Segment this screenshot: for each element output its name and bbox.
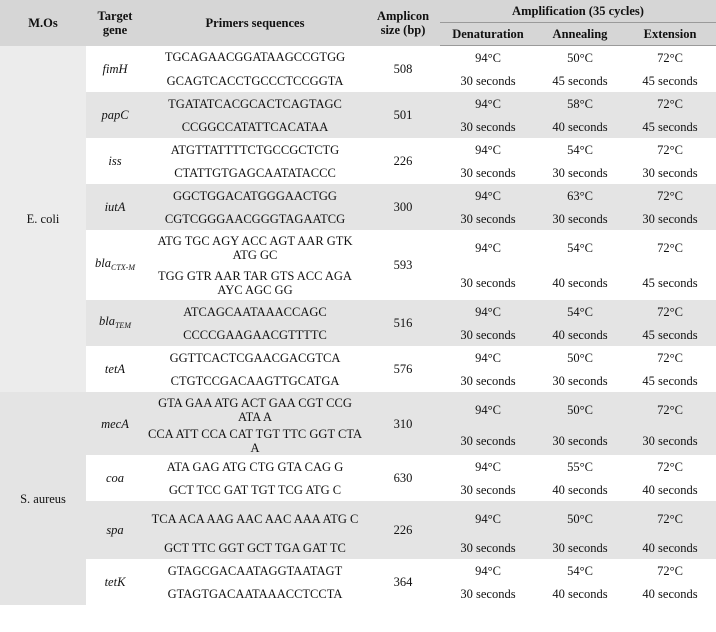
header-primers: Primers sequences (144, 0, 366, 46)
amplicon-size: 508 (366, 46, 440, 93)
gene-name (86, 501, 144, 559)
denaturation-time: 30 seconds (440, 427, 536, 455)
gene-name (86, 392, 144, 455)
annealing-time: 30 seconds (536, 207, 624, 230)
amplicon-size: 226 (366, 501, 440, 559)
table-row (0, 184, 716, 207)
header-extension: Extension (624, 23, 716, 46)
denaturation-time: 30 seconds (440, 161, 536, 184)
denaturation-temp: 94°C (440, 92, 536, 115)
primer-forward: TGATATCACGCACTCAGTAGC (144, 92, 366, 115)
annealing-time: 40 seconds (536, 478, 624, 501)
primer-forward: ATCAGCAATAAACCAGC (144, 300, 366, 323)
extension-temp: 72°C (624, 92, 716, 115)
table-row (0, 300, 716, 323)
primer-reverse: CCA ATT CCA CAT TGT TTC GGT CTA A (144, 427, 366, 455)
annealing-temp: 55°C (536, 455, 624, 478)
denaturation-time: 30 seconds (440, 207, 536, 230)
header-annealing: Annealing (536, 23, 624, 46)
extension-time: 30 seconds (624, 161, 716, 184)
gene-name (86, 230, 144, 300)
annealing-temp: 54°C (536, 230, 624, 265)
primer-reverse: CTATTGTGAGCAATATACCC (144, 161, 366, 184)
extension-time: 45 seconds (624, 69, 716, 92)
amplicon-size: 501 (366, 92, 440, 138)
primer-reverse: GCT TCC GAT TGT TCG ATG C (144, 478, 366, 501)
extension-time: 45 seconds (624, 369, 716, 392)
gene-label: mecA (101, 416, 129, 431)
primer-forward: TCA ACA AAG AAC AAC AAA ATG C (144, 501, 366, 536)
primer-reverse: CCGGCCATATTCACATAA (144, 115, 366, 138)
denaturation-time: 30 seconds (440, 536, 536, 559)
annealing-time: 30 seconds (536, 536, 624, 559)
table-row (0, 230, 716, 265)
organism-saureus: S. aureus (0, 392, 86, 605)
table-header (0, 0, 716, 46)
amplicon-size: 300 (366, 184, 440, 230)
table-row (0, 346, 716, 369)
primer-forward: ATG TGC AGY ACC AGT AAR GTK ATG GC (144, 230, 366, 265)
gene-name (86, 92, 144, 138)
denaturation-time: 30 seconds (440, 369, 536, 392)
denaturation-time: 30 seconds (440, 265, 536, 300)
extension-temp: 72°C (624, 230, 716, 265)
gene-name (86, 46, 144, 93)
extension-time: 45 seconds (624, 265, 716, 300)
gene-label: spa (106, 523, 124, 537)
table-row (0, 455, 716, 478)
extension-temp: 72°C (624, 346, 716, 369)
amplicon-size: 630 (366, 455, 440, 501)
extension-temp: 72°C (624, 501, 716, 536)
extension-time: 30 seconds (624, 427, 716, 455)
extension-temp: 72°C (624, 184, 716, 207)
extension-temp: 72°C (624, 300, 716, 323)
table-row (0, 392, 716, 427)
primer-forward: TGCAGAACGGATAAGCCGTGG (144, 46, 366, 70)
extension-temp: 72°C (624, 46, 716, 70)
denaturation-temp: 94°C (440, 184, 536, 207)
annealing-temp: 50°C (536, 346, 624, 369)
primer-reverse: CTGTCCGACAAGTTGCATGA (144, 369, 366, 392)
annealing-temp: 54°C (536, 138, 624, 161)
header-denaturation: Denaturation (440, 23, 536, 46)
primer-forward: GTAGCGACAATAGGTAATAGT (144, 559, 366, 582)
annealing-time: 30 seconds (536, 369, 624, 392)
primer-reverse: GCT TTC GGT GCT TGA GAT TC (144, 536, 366, 559)
amplicon-size: 364 (366, 559, 440, 605)
extension-temp: 72°C (624, 392, 716, 427)
table-row (0, 501, 716, 536)
annealing-temp: 54°C (536, 559, 624, 582)
denaturation-temp: 94°C (440, 392, 536, 427)
annealing-temp: 50°C (536, 46, 624, 70)
annealing-time: 30 seconds (536, 427, 624, 455)
denaturation-time: 30 seconds (440, 69, 536, 92)
extension-time: 45 seconds (624, 115, 716, 138)
denaturation-temp: 94°C (440, 230, 536, 265)
annealing-time: 45 seconds (536, 69, 624, 92)
primer-forward: ATA GAG ATG CTG GTA CAG G (144, 455, 366, 478)
gene-name (86, 346, 144, 392)
gene-name (86, 138, 144, 184)
annealing-temp: 50°C (536, 501, 624, 536)
primer-forward: GGTTCACTCGAACGACGTCA (144, 346, 366, 369)
denaturation-temp: 94°C (440, 455, 536, 478)
annealing-time: 40 seconds (536, 323, 624, 346)
gene-label: iss (108, 154, 122, 168)
annealing-time: 40 seconds (536, 265, 624, 300)
extension-time: 40 seconds (624, 582, 716, 605)
primer-reverse: GTAGTGACAATAAACCTCCTA (144, 582, 366, 605)
organism-ecoli: E. coli (0, 46, 86, 393)
amplicon-size: 310 (366, 392, 440, 455)
primer-forward: GTA GAA ATG ACT GAA CGT CCG ATA A (144, 392, 366, 427)
gene-name (86, 184, 144, 230)
denaturation-temp: 94°C (440, 501, 536, 536)
primer-forward: ATGTTATTTTCTGCCGCTCTG (144, 138, 366, 161)
table-body (0, 46, 716, 606)
primer-reverse: CCCCGAAGAACGTTTTC (144, 323, 366, 346)
extension-time: 30 seconds (624, 207, 716, 230)
denaturation-time: 30 seconds (440, 323, 536, 346)
header-mos: M.Os (0, 0, 86, 46)
extension-time: 40 seconds (624, 536, 716, 559)
amplicon-size: 516 (366, 300, 440, 346)
extension-temp: 72°C (624, 138, 716, 161)
annealing-time: 30 seconds (536, 161, 624, 184)
gene-label: papC (101, 108, 129, 122)
annealing-temp: 54°C (536, 300, 624, 323)
extension-time: 45 seconds (624, 323, 716, 346)
amplicon-size: 593 (366, 230, 440, 300)
annealing-time: 40 seconds (536, 115, 624, 138)
denaturation-temp: 94°C (440, 346, 536, 369)
gene-label: tetK (104, 575, 126, 589)
denaturation-temp: 94°C (440, 300, 536, 323)
denaturation-time: 30 seconds (440, 478, 536, 501)
table-row (0, 92, 716, 115)
header-amplicon: Amplicon size (bp) (366, 0, 440, 46)
table-row (0, 46, 716, 70)
gene-label: iutA (104, 200, 126, 214)
annealing-temp: 63°C (536, 184, 624, 207)
annealing-time: 40 seconds (536, 582, 624, 605)
annealing-temp: 50°C (536, 392, 624, 427)
gene-label: bla (99, 313, 115, 328)
amplicon-size: 226 (366, 138, 440, 184)
denaturation-time: 30 seconds (440, 582, 536, 605)
gene-name (86, 300, 144, 346)
gene-label: coa (105, 471, 125, 485)
header-amplification: Amplification (35 cycles) (440, 0, 716, 23)
primer-reverse: CGTCGGGAACGGGTAGAATCG (144, 207, 366, 230)
amplicon-size: 576 (366, 346, 440, 392)
denaturation-temp: 94°C (440, 46, 536, 70)
gene-name (86, 559, 144, 605)
gene-subscript: CTX-M (110, 262, 135, 272)
denaturation-time: 30 seconds (440, 115, 536, 138)
gene-label: tetA (104, 362, 126, 376)
table-row (0, 138, 716, 161)
gene-label: fimH (102, 61, 128, 76)
gene-label: bla (95, 255, 111, 270)
denaturation-temp: 94°C (440, 559, 536, 582)
annealing-temp: 58°C (536, 92, 624, 115)
primer-forward: GGCTGGACATGGGAACTGG (144, 184, 366, 207)
extension-temp: 72°C (624, 455, 716, 478)
primer-reverse: TGG GTR AAR TAR GTS ACC AGA AYC AGC GG (144, 265, 366, 300)
gene-name (86, 455, 144, 501)
primer-reverse: GCAGTCACCTGCCCTCCGGTA (144, 69, 366, 92)
extension-temp: 72°C (624, 559, 716, 582)
gene-subscript: TEM (114, 320, 131, 330)
table-row (0, 559, 716, 582)
header-target-gene: Target gene (86, 0, 144, 46)
denaturation-temp: 94°C (440, 138, 536, 161)
extension-time: 40 seconds (624, 478, 716, 501)
